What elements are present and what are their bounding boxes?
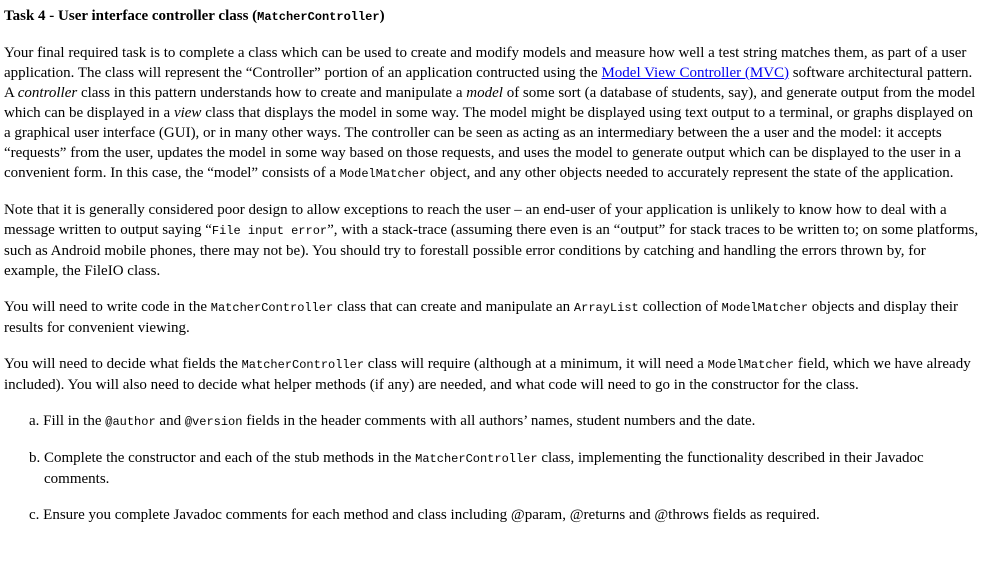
intro-paragraph: Your final required task is to complete a class which can be used to create and modify models and measure how well a test string matches them, as part of a user application. The class will represent the “Controller” portion of an application contructed using the Model View Controller (MVC) software architectural pattern. A controller class in this pattern understands how to create and manipulate a model of some sort (a database of students, say), and generate output from the model which can be displayed in a view class that displays the model in some way. The model might be displayed using text output to a terminal, or graphs displayed on a graphical user interface (GUI), or in many other ways. The controller can be seen as acting as an intermediary between the a user and the model: it accepts “requests” from the user, updates the model in some way based on those requests, and uses the model to generate output which can be displayed to the user in a convenient form. In this case, the “model” consists of a ModelMatcher object, and any other objects needed to accurately represent the state of the application.	[4, 45, 976, 181]
list-item-a: a. Fill in the @author and @version fields in the header comments with all authors’ names, student numbers and the date.	[29, 413, 756, 429]
list-item-c: c. Ensure you complete Javadoc comments for each method and class including @param, @returns and @throws fields as required.	[29, 507, 820, 523]
heading-class-name: MatcherController	[257, 10, 380, 24]
fields-paragraph: You will need to decide what fields the MatcherController class will require (although at a minimum, it will need a ModelMatcher field, which we have already included). You will also need to decide what helper methods (if any) are needed, and what code will need to go in the constructor for the class.	[4, 356, 971, 393]
code-paragraph: You will need to write code in the MatcherController class that can create and manipulate an ArrayList collection of ModelMatcher objects and display their results for convenient viewing.	[4, 299, 959, 336]
mvc-link[interactable]: Model View Controller (MVC)	[601, 65, 790, 81]
list-item-b: b. Complete the constructor and each of the stub methods in the MatcherController class, implementing the functionality described in their Javadoc comments.	[29, 450, 924, 487]
task-heading: Task 4 - User interface controller class (MatcherController)	[4, 8, 385, 24]
exceptions-paragraph: Note that it is generally considered poor design to allow exceptions to reach the user – an end-user of your application is unlikely to know how to deal with a message written to output saying “File input error”, with a stack-trace (assuming there even is an “output” for stack traces to be written to; on some platforms, such as Android mobile phones, there may not be). You should try to forestall possible error conditions by catching and handling the errors thrown by, for example, the FileIO class.	[4, 202, 979, 279]
task-list	[4, 411, 983, 525]
